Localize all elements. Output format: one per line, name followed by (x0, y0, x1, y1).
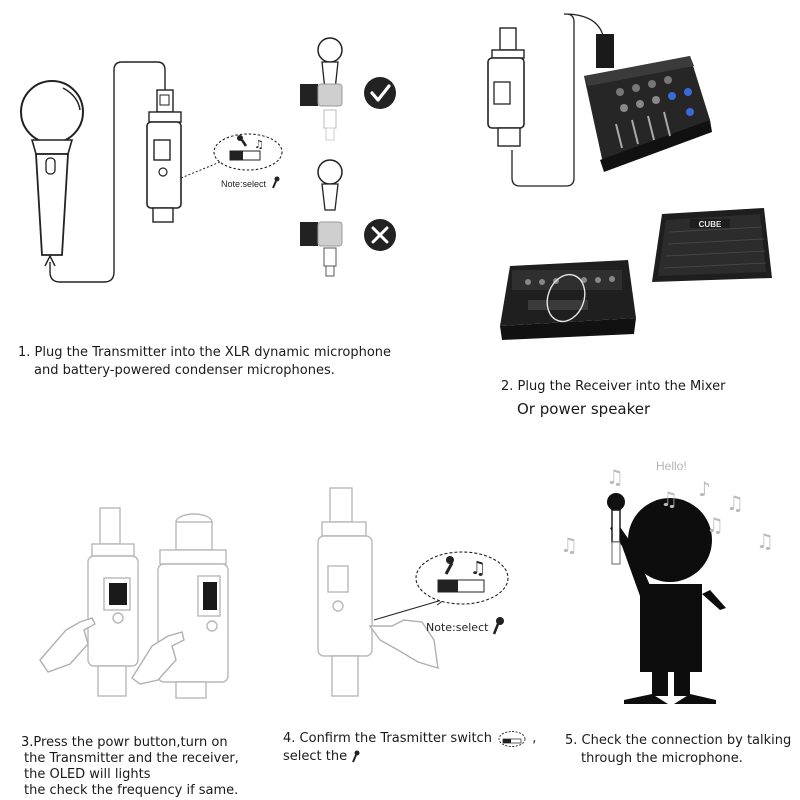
step3-caption-line1: 3.Press the powr button,turn on (21, 735, 228, 750)
transmitter-icon (318, 488, 372, 696)
mic-wrong-example (300, 160, 342, 276)
pointer-arrow (374, 600, 442, 620)
step1-caption (18, 344, 438, 380)
step4-caption-line1: 4. Confirm the Trasmitter switch , (283, 731, 537, 746)
svg-text:♫: ♫ (706, 513, 724, 537)
step3-caption-line3: the OLED will lights (24, 767, 151, 782)
step3-caption (18, 735, 288, 799)
svg-text:♫: ♫ (726, 491, 744, 515)
step3-caption-line4: the check the frequency if same. (24, 783, 239, 798)
speech-text: Hello! (656, 459, 687, 473)
step4-caption (283, 730, 573, 766)
mic-correct-example (300, 38, 342, 140)
check-icon (364, 77, 396, 109)
microphone-icon (494, 617, 504, 634)
speaker-icon (652, 208, 772, 282)
step3-caption-line2: the Transmitter and the receiver, (24, 751, 239, 766)
microphone-icon (21, 81, 83, 255)
receiver-icon (158, 514, 228, 698)
cross-icon (364, 219, 396, 251)
microphone-icon (271, 176, 281, 190)
svg-text:♫: ♫ (606, 465, 624, 489)
mixer-icon (584, 34, 712, 172)
step1-caption-line1: 1. Plug the Transmitter into the XLR dynamic microphone (18, 345, 392, 360)
switch-callout (416, 552, 508, 604)
switch-icon (498, 731, 526, 747)
step2-caption-line2: Or power speaker (517, 400, 651, 418)
speaker-brand: CUBE (698, 220, 722, 229)
svg-text:♫: ♫ (756, 529, 774, 553)
step5-caption-line2: through the microphone. (581, 751, 743, 766)
microphone-icon (607, 493, 625, 564)
step1-note: Note:select (221, 179, 267, 189)
svg-text:♫: ♫ (560, 533, 578, 557)
amplifier-icon (500, 260, 636, 340)
microphone-icon (351, 750, 361, 764)
step2-caption (501, 378, 791, 422)
receiver-icon (488, 28, 524, 146)
step4-note: Note:select (426, 621, 489, 634)
svg-text:♪: ♪ (698, 477, 711, 501)
svg-text:♫: ♫ (470, 558, 487, 579)
step5-caption-line1: 5. Check the connection by talking (565, 733, 792, 748)
transmitter-icon (88, 508, 138, 696)
svg-text:♫: ♫ (660, 487, 678, 511)
step4-caption-line2: select the (283, 748, 573, 766)
svg-text:♫: ♫ (254, 138, 264, 151)
step1-caption-line2: and battery-powered condenser microphones. (34, 363, 335, 378)
step2-caption-line1: 2. Plug the Receiver into the Mixer (501, 379, 726, 394)
step5-caption (565, 732, 797, 768)
transmitter-icon (147, 90, 181, 222)
